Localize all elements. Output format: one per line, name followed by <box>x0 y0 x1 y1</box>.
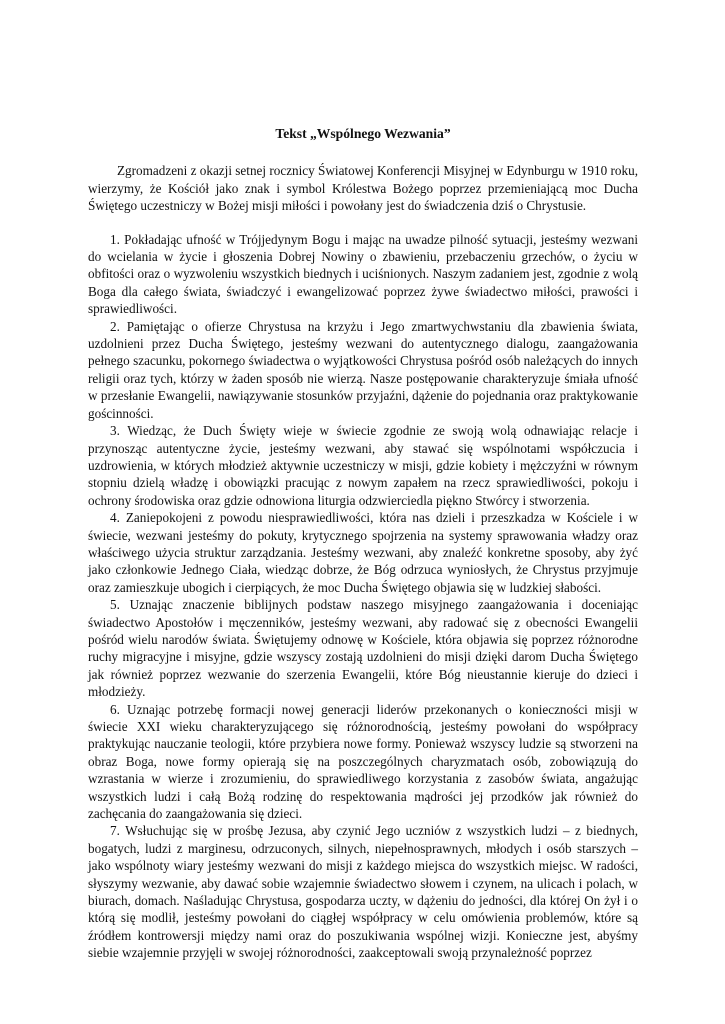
intro-paragraph: Zgromadzeni z okazji setnej rocznicy Światowej Konferencji Misyjnej w Edynburgu w 1910 roku, wierzymy, że Kościół jako znak i symbol Królestwa Bożego poprzez przemieniającą moc Ducha Świętego uczestniczy w Bożej misji miłości i powołany jest do świadczenia dziś o Chrystusie. <box>88 163 638 214</box>
paragraph-2: 2. Pamiętając o ofierze Chrystusa na krzyżu i Jego zmartwychwstaniu dla zbawienia świata, uzdolnieni przez Ducha Świętego, jesteśmy wezwani do autentycznego dialogu, zaangażowania pełnego szacunku, pokornego świadectwa o wyjątkowości Chrystusa pośród osób należących do innych religii oraz tych, którzy w żaden sposób nie wierzą. Nasze postępowanie charakteryzuje śmiała ufność w przesłanie Ewangelii, nawiązywanie stosunków przyjaźni, dążenie do pojednania oraz praktykowanie gościnności. <box>88 318 638 421</box>
paragraph-3: 3. Wiedząc, że Duch Święty wieje w świecie zgodnie ze swoją wolą odnawiając relacje i przynosząc autentyczne życie, jesteśmy wezwani, aby stawać się wspólnotami współczucia i uzdrowienia, w których młodzież aktywnie uczestniczy w misji, gdzie kobiety i mężczyźni w równym stopniu dzielą władzę i obowiązki pracując z nowym zapałem na rzecz sprawiedliwości, pokoju i ochrony środowiska oraz gdzie odnowiona liturgia odzwierciedla piękno Stwórcy i stworzenia. <box>88 423 638 508</box>
document-body <box>88 125 638 962</box>
paragraph-6: 6. Uznając potrzebę formacji nowej generacji liderów przekonanych o konieczności misji w świecie XXI wieku charakteryzującego się różnorodnością, jesteśmy powołani do współpracy praktykując nauczanie teologii, które przybiera nowe formy. Ponieważ wszyscy ludzie są stworzeni na obraz Boga, nowe formy opierają się na poszczególnych charyzmatach osób, zobowiązują do wzrastania w wierze i zrozumieniu, do sprawiedliwego korzystania z zasobów świata, angażując wszystkich ludzi i całą Bożą rodzinę do respektowania mądrości jej przodków jak również do zachęcania do zaangażowania się dzieci. <box>88 701 638 822</box>
paragraph-5: 5. Uznając znaczenie biblijnych podstaw naszego misyjnego zaangażowania i doceniając świadectwo Apostołów i męczenników, jesteśmy wezwani, aby radować się z obecności Ewangelii pośród wielu narodów świata. Świętujemy odnowę w Kościele, która objawia się poprzez różnorodne ruchy migracyjne i misyjne, gdzie wszyscy zostają uzdolnieni do misji dzięki darom Ducha Świętego jak również poprzez wezwanie do szerzenia Ewangelii, które Bóg nieustannie kieruje do dzieci i młodzieży. <box>88 597 638 700</box>
paragraph-4: 4. Zaniepokojeni z powodu niesprawiedliwości, która nas dzieli i przeszkadza w Kościele i w świecie, wezwani jesteśmy do pokuty, krytycznego spojrzenia na systemy sprawowania władzy oraz właściwego użycia struktur zarządzania. Jesteśmy wezwani, aby znaleźć konkretne sposoby, aby żyć jako członkowie Jednego Ciała, wiedząc dobrze, że Bóg odrzuca wyniosłych, że Chrystus przyjmuje oraz zamieszkuje ubogich i cierpiących, że moc Ducha Świętego objawia się w ludzkiej słabości. <box>88 510 638 595</box>
document-title: Tekst „Wspólnego Wezwania” <box>275 126 451 141</box>
paragraph-7: 7. Wsłuchując się w prośbę Jezusa, aby czynić Jego uczniów z wszystkich ludzi – z biednych, bogatych, ludzi z marginesu, odrzuconych, silnych, niepełnosprawnych, młodych i osób starszych – jako wspólnoty wiary jesteśmy wezwani do misji z każdego miejsca do wszystkich miejsc. W radości, słyszymy wezwanie, aby dawać sobie wzajemnie świadectwo słowem i czynem, na ulicach i polach, w biurach, domach. Naśladując Chrystusa, gospodarza uczty, w dążeniu do jedności, dla której On żył i o którą się modlił, jesteśmy powołani do ciągłej współpracy w celu omówienia problemów, które są źródłem kontrowersji między nami oraz do poszukiwania wspólnej wizji. Konieczne jest, abyśmy siebie wzajemnie przyjęli w swojej różnorodności, zaakceptowali swoją przynależność poprzez <box>88 823 638 961</box>
paragraph-1: 1. Pokładając ufność w Trójjedynym Bogu i mając na uwadze pilność sytuacji, jesteśmy wezwani do wcielania w życie i głoszenia Dobrej Nowiny o zbawieniu, przebaczeniu grzechów, o życiu w obfitości oraz o wyzwoleniu wszystkich biednych i uciśnionych. Naszym zadaniem jest, zgodnie z wolą Boga dla całego świata, świadczyć i ewangelizować poprzez żywe świadectwo miłości, prawości i sprawiedliwości. <box>88 231 638 317</box>
